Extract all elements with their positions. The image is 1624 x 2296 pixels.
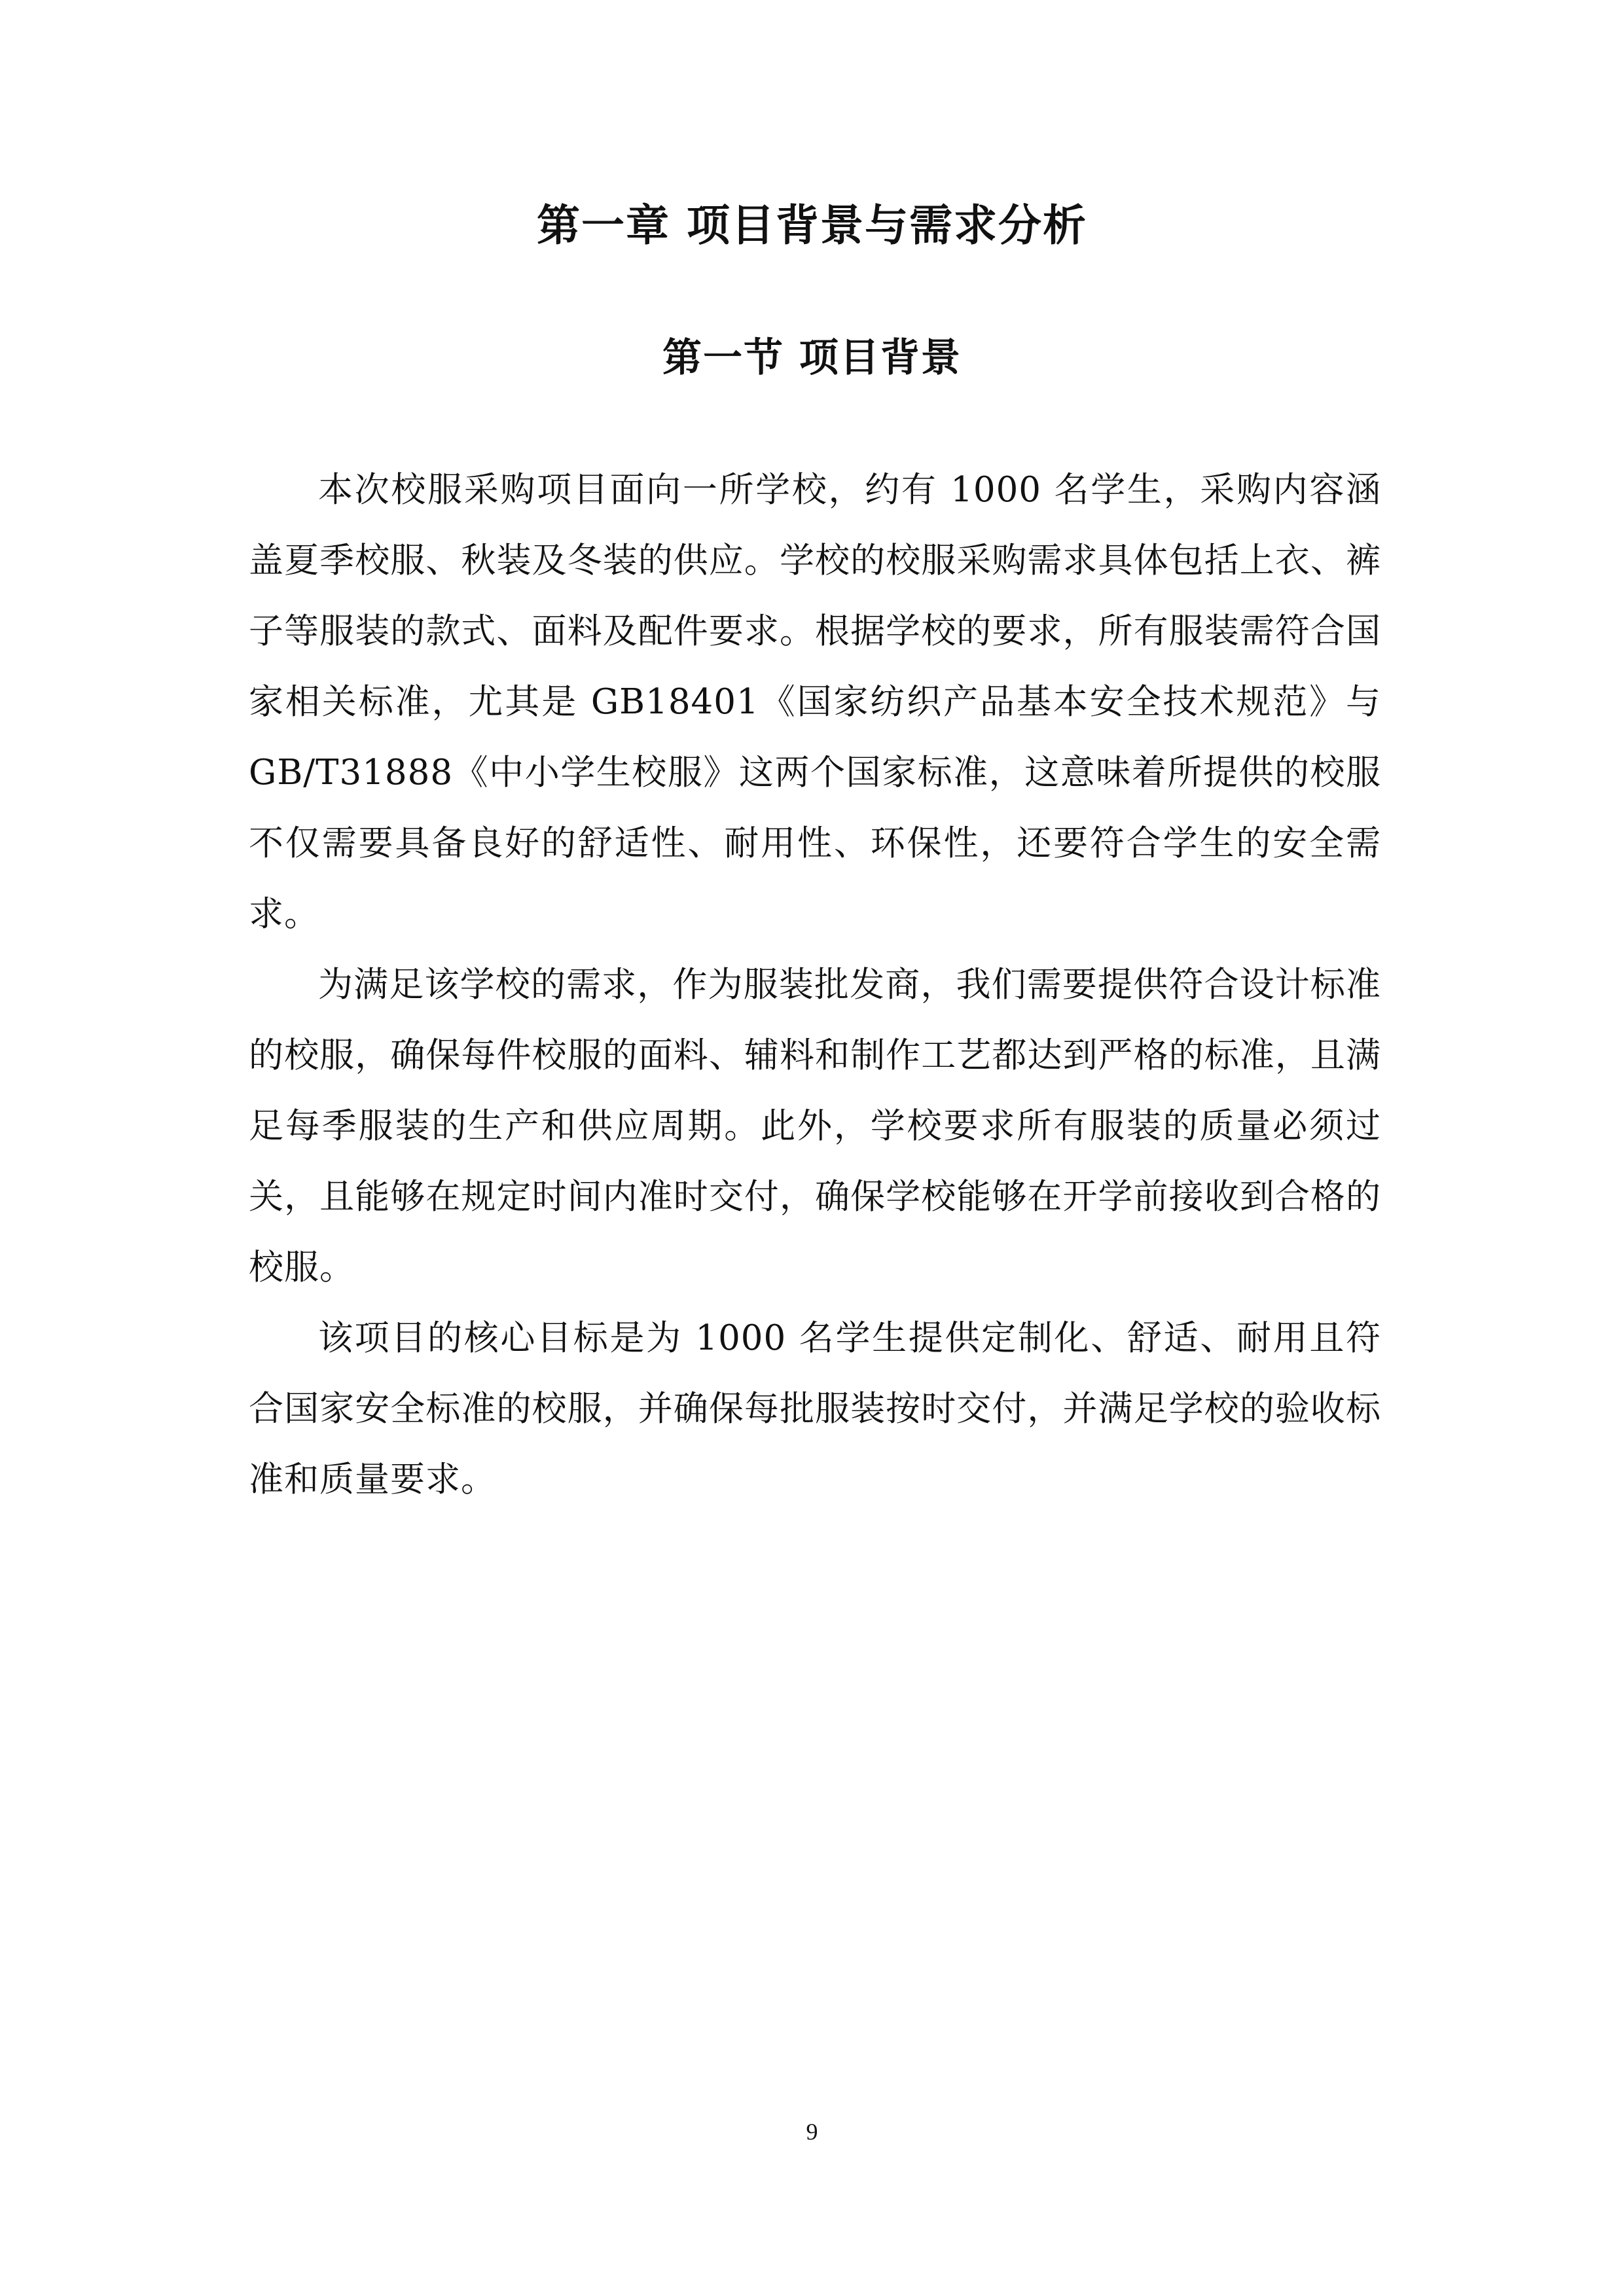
section-title: 第一节 项目背景 — [662, 335, 962, 381]
paragraph-core-objective: 该项目的核心目标是为 1000 名学生提供定制化、舒适、耐用且符合国家安全标准的校服，并确保每批服装按时交付，并满足学校的验收标准和质量要求。 — [249, 1318, 1381, 1499]
page-number: 9 — [806, 2119, 818, 2145]
paragraph-supplier-requirements: 为满足该学校的需求，作为服装批发商，我们需要提供符合设计标准的校服，确保每件校服的面料、辅料和制作工艺都达到严格的标准，且满足每季服装的生产和供应周期。此外，学校要求所有服装的质量必须过关，且能够在规定时间内准时交付，确保学校能够在开学前接收到合格的校服。 — [249, 965, 1381, 1287]
paragraph-project-scope: 本次校服采购项目面向一所学校，约有 1000 名学生，采购内容涵盖夏季校服、秋装及冬装的供应。学校的校服采购需求具体包括上衣、裤子等服装的款式、面料及配件要求。根据学校的要求，所有服装需符合国家相关标准，尤其是 GB18401《国家纺织产品基本安全技术规范》与 GB/T31888《中小学生校服》这两个国家标准，这意味着所提供的校服不仅需要具备良好的舒适性、耐用性、环保性，还要符合学生的安全需求。 — [249, 470, 1381, 934]
chapter-title: 第一章 项目背景与需求分析 — [537, 200, 1087, 251]
body-text — [249, 455, 1381, 1515]
